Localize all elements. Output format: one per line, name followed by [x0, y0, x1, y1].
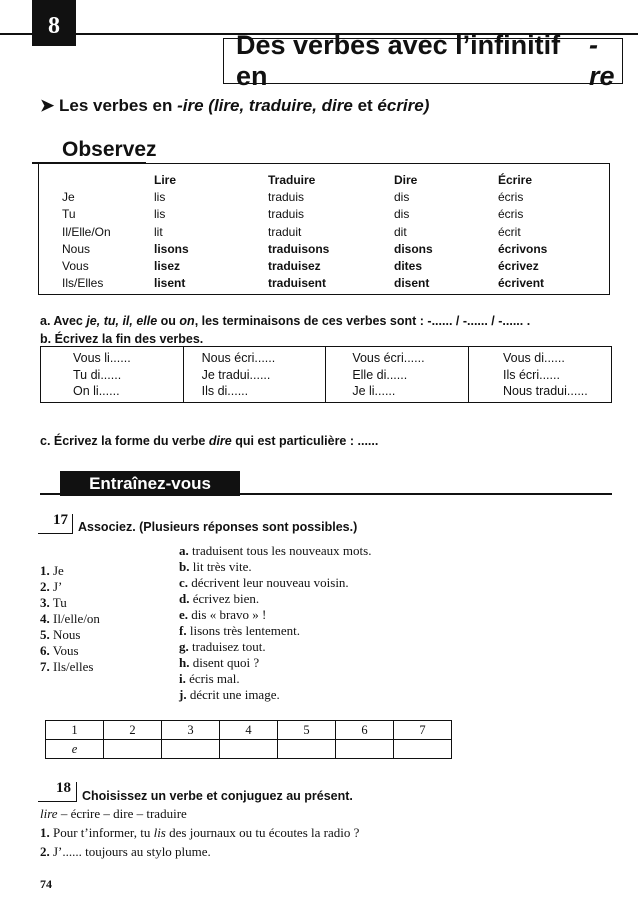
- ending-item: [179, 671, 371, 687]
- ending-letter: b.: [179, 559, 190, 574]
- endings-item: Tu di......: [73, 367, 122, 382]
- endings-item: Ils di......: [201, 384, 249, 398]
- ex18-line-num: 1.: [40, 825, 50, 840]
- ending-text: lit très vite.: [192, 559, 252, 574]
- endings-item: Vous écri......: [352, 351, 425, 365]
- answer-header: 3: [162, 721, 220, 740]
- endings-item: Je li......: [352, 384, 396, 398]
- ending-item: [179, 639, 371, 655]
- chapter-number: 8: [32, 0, 76, 46]
- subject-text: Vous: [52, 643, 79, 658]
- subject-num: 1.: [40, 563, 50, 578]
- subject-item: [40, 563, 100, 579]
- subheading-italic2: écrire): [377, 96, 430, 115]
- subject-text: Tu: [52, 595, 67, 610]
- conj-cell: lis: [154, 207, 166, 222]
- exercise-18-instruction: Choisissez un verbe et conjuguez au présent.: [82, 789, 353, 803]
- answer-cell[interactable]: [104, 740, 162, 759]
- subject-num: 6.: [40, 643, 50, 658]
- ending-text: décrit une image.: [189, 687, 280, 702]
- ending-letter: f.: [179, 623, 187, 638]
- answer-header: 4: [220, 721, 278, 740]
- conj-header-traduire: Traduire: [268, 173, 316, 187]
- ex18-line-num: 2.: [40, 844, 50, 859]
- conj-header-lire: Lire: [154, 173, 177, 187]
- ending-text: dis « bravo » !: [191, 607, 267, 622]
- conj-pronoun: Je: [62, 190, 75, 205]
- subject-num: 2.: [40, 579, 50, 594]
- answer-cell[interactable]: e: [46, 740, 104, 759]
- endings-table: [40, 346, 612, 403]
- qa-post: , les terminaisons de ces verbes sont : -...... / -...... / -...... .: [194, 314, 531, 328]
- subject-text: Il/elle/on: [53, 611, 100, 626]
- exercise-17-rule: [38, 533, 72, 534]
- subject-num: 5.: [40, 627, 50, 642]
- ex18-line1-pre: Pour t’informer, tu: [53, 825, 154, 840]
- exercise-18-bar: [76, 782, 77, 802]
- conj-pronoun: Il/Elle/On: [62, 224, 111, 239]
- ending-text: décrivent leur nouveau voisin.: [191, 575, 349, 590]
- ending-letter: g.: [179, 639, 189, 654]
- conjugation-table: [62, 172, 547, 292]
- answer-header: 1: [46, 721, 104, 740]
- conj-pronoun: Vous: [62, 259, 89, 274]
- ending-text: écris mal.: [189, 671, 240, 686]
- subject-item: [40, 627, 100, 643]
- subject-item: [40, 595, 100, 611]
- question-c: [40, 434, 378, 448]
- conj-cell: lit: [154, 224, 163, 239]
- conj-cell: traduit: [268, 224, 302, 239]
- qa-italic2: on: [179, 314, 195, 328]
- conjugation-row: [62, 206, 547, 223]
- conj-cell: dis: [394, 190, 410, 205]
- answer-header: 7: [394, 721, 452, 740]
- conj-cell: traduis: [268, 190, 305, 205]
- answer-cell[interactable]: [278, 740, 336, 759]
- ending-text: traduisez tout.: [192, 639, 266, 654]
- qc-post: qui est particulière : ......: [231, 434, 379, 448]
- ex18-line-1: [40, 823, 359, 842]
- answer-header: 5: [278, 721, 336, 740]
- answer-value-row: [46, 740, 452, 759]
- subheading-mid: et: [352, 96, 378, 115]
- ending-letter: c.: [179, 575, 189, 590]
- ex18-line-2: [40, 842, 359, 861]
- subject-text: Nous: [53, 627, 81, 642]
- conj-pronoun: Nous: [62, 241, 91, 256]
- ending-letter: i.: [179, 671, 186, 686]
- subject-item: [40, 659, 100, 675]
- question-b: b. Écrivez la fin des verbes.: [40, 332, 204, 346]
- ending-item: [179, 687, 371, 703]
- endings-item: Vous li......: [73, 351, 131, 365]
- conj-cell: dis: [394, 207, 410, 222]
- ending-item: [179, 543, 371, 559]
- conj-cell: écrivez: [498, 259, 539, 274]
- conj-cell: disons: [394, 241, 433, 256]
- subheading-italic: -ire (lire, traduire, dire: [177, 96, 353, 115]
- qa-mid: ou: [157, 314, 180, 328]
- ending-item: [179, 623, 371, 639]
- entrainez-heading: Entraînez-vous: [60, 471, 240, 496]
- endings-cell: [183, 347, 326, 403]
- answer-header-row: [46, 721, 452, 740]
- questions-ab: [40, 312, 530, 348]
- conj-header-ecrire: Écrire: [498, 173, 533, 187]
- conj-cell: écrit: [498, 224, 521, 239]
- exercise-17-instruction: Associez. (Plusieurs réponses sont possibles.): [78, 520, 358, 534]
- subject-text: Je: [53, 563, 64, 578]
- ending-letter: d.: [179, 591, 190, 606]
- question-a: [40, 312, 530, 330]
- ending-letter: e.: [179, 607, 189, 622]
- ending-item: [179, 655, 371, 671]
- exercise-18-rule: [38, 801, 76, 802]
- conj-cell: traduisez: [268, 259, 321, 274]
- conj-cell: dit: [394, 224, 407, 239]
- endings-item: Je tradui......: [201, 367, 271, 382]
- conjugation-header-row: [62, 172, 547, 189]
- ending-item: [179, 607, 371, 623]
- subject-num: 3.: [40, 595, 50, 610]
- endings-item: Vous di......: [502, 351, 565, 365]
- subject-text: Ils/elles: [53, 659, 94, 674]
- conj-cell: traduisons: [268, 241, 330, 256]
- verb-choice-italic: lire: [40, 806, 58, 821]
- ending-letter: a.: [179, 543, 189, 558]
- endings-item: On li......: [73, 384, 120, 398]
- ex18-line2-text: J’...... toujours au stylo plume.: [53, 844, 211, 859]
- title-ending: -re: [589, 30, 615, 91]
- subject-num: 4.: [40, 611, 50, 626]
- answer-cell[interactable]: [336, 740, 394, 759]
- answer-cell[interactable]: [162, 740, 220, 759]
- qa-italic: je, tu, il, elle: [86, 314, 158, 328]
- ending-letter: h.: [179, 655, 190, 670]
- ending-text: lisons très lentement.: [189, 623, 300, 638]
- ex18-line1-post: des journaux ou tu écoutes la radio ?: [165, 825, 360, 840]
- conjugation-row: [62, 224, 547, 241]
- conjugation-row: [62, 258, 547, 275]
- conj-cell: écris: [498, 207, 524, 222]
- title-main: Des verbes avec l’infinitif en: [236, 30, 561, 91]
- ending-list: [179, 543, 371, 703]
- ending-item: [179, 559, 371, 575]
- endings-item: Ils écri......: [502, 367, 560, 382]
- conj-cell: lis: [154, 190, 166, 205]
- endings-cell: [468, 347, 611, 403]
- subject-text: J’: [53, 579, 63, 594]
- conjugation-row: [62, 241, 547, 258]
- subject-list: [40, 563, 100, 675]
- ex18-line1-italic: lis: [153, 825, 166, 840]
- endings-item: Nous tradui......: [502, 384, 588, 398]
- endings-cell: [41, 347, 184, 403]
- exercise-17-bar: [72, 514, 73, 534]
- subject-item: [40, 643, 100, 659]
- page-number: 74: [40, 877, 52, 891]
- conj-header-dire: Dire: [394, 173, 418, 187]
- subheading-text: Les verbes en: [58, 96, 178, 115]
- subject-item: [40, 579, 100, 595]
- conjugation-row: [62, 275, 547, 292]
- qa-pre: a. Avec: [40, 314, 87, 328]
- conjugation-row: [62, 189, 547, 206]
- ending-item: [179, 591, 371, 607]
- conj-cell: traduis: [268, 207, 305, 222]
- answer-header: 6: [336, 721, 394, 740]
- observez-heading: Observez: [62, 138, 157, 161]
- subject-num: 7.: [40, 659, 50, 674]
- qc-italic: dire: [208, 434, 232, 448]
- arrow-icon: ➤: [40, 96, 55, 115]
- ending-text: disent quoi ?: [192, 655, 260, 670]
- exercise-18-body: [40, 804, 359, 861]
- answer-grid: [45, 720, 452, 759]
- conj-cell: dites: [394, 259, 423, 274]
- verb-choices: [40, 804, 359, 823]
- conj-pronoun: Ils/Elles: [62, 276, 104, 291]
- conj-pronoun: Tu: [62, 207, 76, 222]
- conj-cell: écrivent: [498, 276, 545, 291]
- exercise-17-number: 17: [53, 512, 68, 528]
- conj-cell: lisez: [154, 259, 181, 274]
- conj-cell: lisent: [154, 276, 186, 291]
- endings-item: Elle di......: [352, 367, 408, 382]
- conj-cell: écrivons: [498, 241, 548, 256]
- ending-text: écrivez bien.: [192, 591, 260, 606]
- answer-cell[interactable]: [220, 740, 278, 759]
- qc-pre: c. Écrivez la forme du verbe: [40, 434, 209, 448]
- answer-cell[interactable]: [394, 740, 452, 759]
- conj-header-blank: [62, 172, 154, 189]
- conj-cell: disent: [394, 276, 430, 291]
- page-title: [223, 30, 623, 91]
- subject-item: [40, 611, 100, 627]
- answer-header: 2: [104, 721, 162, 740]
- conj-cell: traduisent: [268, 276, 327, 291]
- section-subheading: [40, 96, 429, 116]
- ending-item: [179, 575, 371, 591]
- exercise-18-number: 18: [56, 780, 71, 796]
- conj-cell: écris: [498, 190, 524, 205]
- endings-cell: [326, 347, 469, 403]
- endings-item: Nous écri......: [201, 351, 276, 365]
- conj-cell: lisons: [154, 241, 189, 256]
- ending-letter: j.: [179, 687, 187, 702]
- verb-choices-rest: – écrire – dire – traduire: [57, 806, 187, 821]
- ending-text: traduisent tous les nouveaux mots.: [192, 543, 372, 558]
